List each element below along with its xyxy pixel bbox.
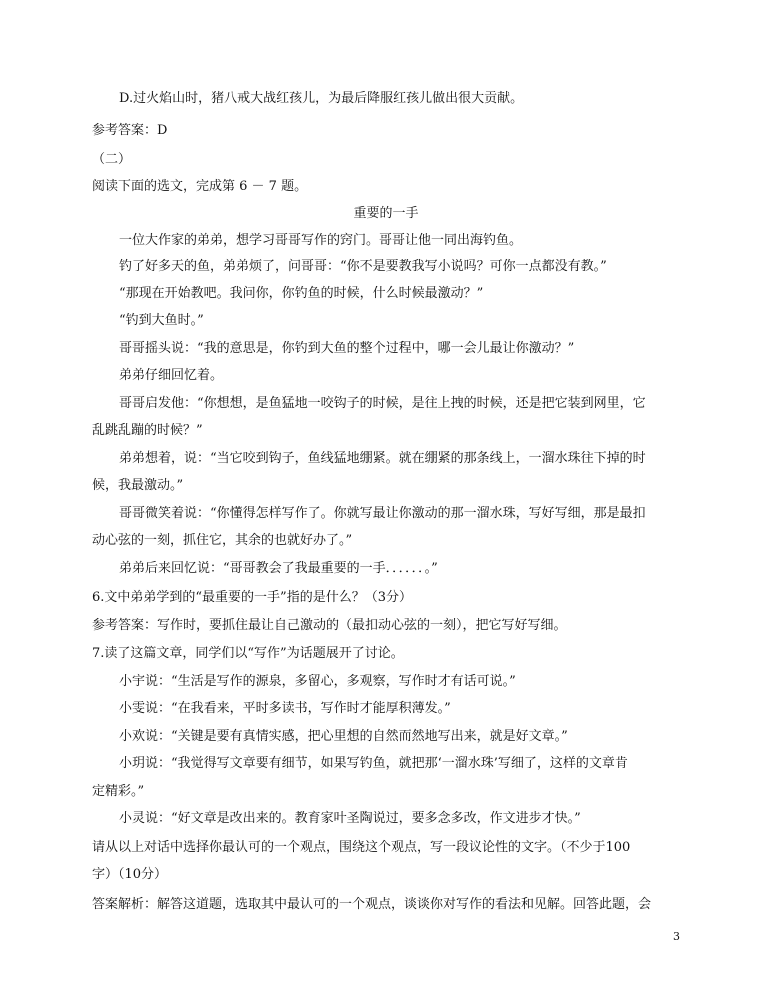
- answer-5: 参考答案：D: [92, 123, 168, 138]
- answer-6: 参考答案：写作时，要抓住最让自己激动的（最扣动心弦的一刻），把它写好写细。: [92, 618, 567, 633]
- passage-paragraph: 钓了好多天的鱼，弟弟烦了，问哥哥：“你不是要教我写小说吗？可你一点都没有教。”: [119, 259, 607, 274]
- passage-paragraph: 弟弟仔细回忆着。: [119, 368, 224, 383]
- page-number: 3: [673, 930, 680, 943]
- dialogue-line: 小雯说：“在我看来，平时多读书，写作时才能厚积薄发。”: [119, 701, 451, 716]
- reading-instruction: 阅读下面的选文，完成第 6 － 7 题。: [92, 179, 308, 194]
- question-7-prompt: 请从以上对话中选择你最认可的一个观点，围绕这个观点，写一段议论性的文字。（不少于100: [92, 840, 631, 855]
- question-7-prompt-cont: 字）（10分）: [92, 867, 168, 882]
- passage-title: 重要的一手: [353, 206, 419, 221]
- passage-paragraph: 哥哥启发他：“你想想，是鱼猛地一咬钩子的时候，是往上拽的时候，还是把它装到网里，它: [119, 396, 646, 411]
- dialogue-line: 小宇说：“生活是写作的源泉，多留心，多观察，写作时才有话可说。”: [119, 674, 516, 689]
- passage-paragraph-cont: 候，我最激动。”: [92, 478, 184, 493]
- passage-paragraph: 哥哥微笑着说：“你懂得怎样写作了。你就写最让你激动的那一溜水珠，写好写细，那是最扣: [119, 506, 646, 521]
- dialogue-line: 小欢说：“关键是要有真情实感，把心里想的自然而然地写出来，就是好文章。”: [119, 729, 568, 744]
- passage-paragraph: 弟弟想着，说：“当它咬到钩子，鱼线猛地绷紧。就在绷紧的那条线上，一溜水珠往下掉的时: [119, 451, 646, 466]
- passage-paragraph: “钓到大鱼时。”: [119, 313, 204, 328]
- question-7: 7.读了这篇文章，同学们以“写作”为话题展开了讨论。: [92, 646, 404, 661]
- section-heading: （二）: [92, 152, 132, 167]
- answer-analysis: 答案解析：解答这道题，选取其中最认可的一个观点，谈谈你对写作的看法和见解。回答此题，会: [92, 897, 652, 912]
- dialogue-line: 小灵说：“好文章是改出来的。教育家叶圣陶说过，要多念多改，作文进步才快。”: [119, 811, 581, 826]
- option-d: D.过火焰山时，猪八戒大战红孩儿，为最后降服红孩儿做出很大贡献。: [119, 91, 524, 106]
- passage-paragraph-cont: 乱跳乱蹦的时候？”: [92, 423, 203, 438]
- question-6: 6.文中弟弟学到的“最重要的一手”指的是什么？（3分）: [92, 590, 412, 605]
- dialogue-line: 小玥说：“我觉得写文章要有细节，如果写钓鱼，就把那‘一溜水珠’写细了，这样的文章肯: [119, 756, 628, 771]
- dialogue-line-cont: 定精彩。”: [92, 784, 145, 799]
- passage-paragraph: 哥哥摇头说：“我的意思是，你钓到大鱼的整个过程中，哪一会儿最让你激动？”: [119, 341, 575, 356]
- passage-paragraph: “那现在开始教吧。我问你，你钓鱼的时候，什么时候最激动？”: [119, 286, 484, 301]
- passage-paragraph: 一位大作家的弟弟，想学习哥哥写作的窍门。哥哥让他一同出海钓鱼。: [119, 233, 523, 248]
- passage-paragraph-cont: 动心弦的一刻，抓住它，其余的也就好办了。”: [92, 533, 353, 548]
- passage-paragraph: 弟弟后来回忆说：“哥哥教会了我最重要的一手．．．．．．。”: [119, 561, 438, 576]
